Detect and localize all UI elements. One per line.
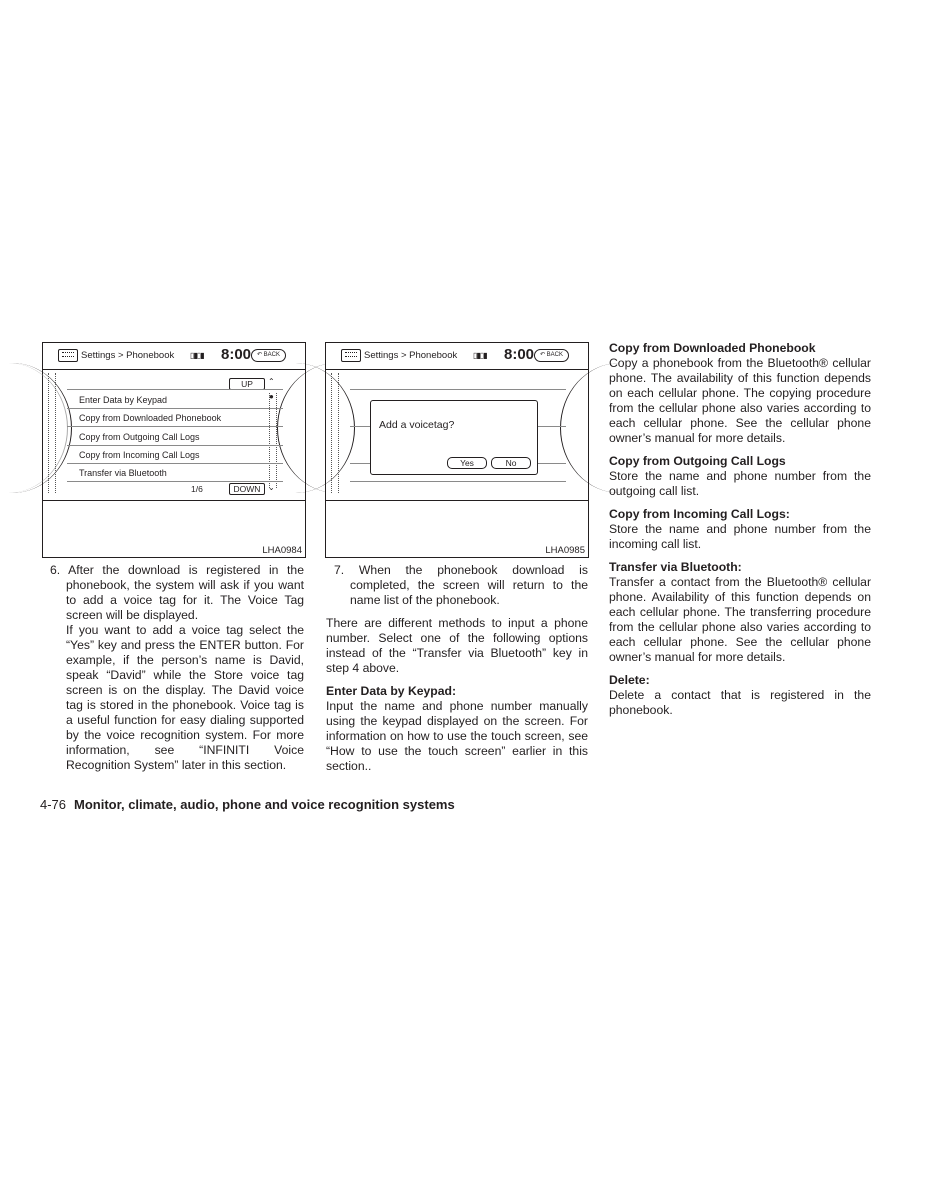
step-6: 6. After the download is registered in the phonebook, the system will ask if you want to add a voice tag for it. The Voice Tag screen will be displayed. bbox=[50, 563, 304, 622]
step-6-detail: If you want to add a voice tag select the “Yes” key and press the ENTER button. For example, if the person’s name is David, speak “David” while the Store voice tag screen is on the display. The David voice tag is stored in the phonebook. Voice tag is a useful function for easy dialing supported by the voice recognition system. For more information, see “INFINITI Voice Recognition System” later in this section. bbox=[66, 623, 304, 772]
up-button[interactable]: UP bbox=[229, 378, 265, 390]
status-bar bbox=[326, 343, 588, 370]
page-footer bbox=[40, 797, 455, 812]
no-button[interactable]: No bbox=[491, 457, 531, 469]
menu-icon bbox=[58, 349, 78, 362]
figure-label: LHA0985 bbox=[545, 545, 585, 556]
status-bar bbox=[43, 343, 305, 370]
yes-button[interactable]: Yes bbox=[447, 457, 487, 469]
menu-item-copy-incoming[interactable]: Copy from Incoming Call Logs bbox=[79, 450, 200, 460]
scroll-position-icon: ● bbox=[269, 392, 274, 401]
clock: 8:00 bbox=[504, 346, 535, 363]
signal-icon: ▯▮▯▮ bbox=[473, 351, 487, 360]
back-button[interactable]: ↶ BACK bbox=[534, 349, 569, 362]
divider bbox=[67, 481, 283, 482]
left-bezel-curve-inner bbox=[0, 363, 68, 493]
screen-title: Settings > Phonebook bbox=[364, 350, 458, 361]
chevron-up-icon: ⌃ bbox=[268, 377, 275, 386]
page-indicator: 1/6 bbox=[191, 484, 203, 494]
keypad-heading: Enter Data by Keypad: bbox=[326, 684, 457, 698]
voicetag-dialog bbox=[370, 400, 538, 475]
signal-icon: ▯▮▯▮ bbox=[190, 351, 204, 360]
left-scroll-dots bbox=[331, 373, 339, 493]
text-delete: Delete a contact that is registered in the phonebook. bbox=[609, 688, 871, 717]
text-column-3 bbox=[609, 341, 871, 726]
methods-paragraph: There are different methods to input a phone number. Select one of the following options instead of the “Transfer via Bluetooth” key in step 4 above. bbox=[326, 616, 588, 675]
dialog-text: Add a voicetag? bbox=[379, 419, 455, 431]
page-number: 4-76 bbox=[40, 797, 67, 812]
left-scroll-dots bbox=[48, 373, 56, 493]
text-copy-downloaded: Copy a phonebook from the Bluetooth® cellular phone. The availability of this function depends on each cellular phone. The copying procedure from the cellular phone also varies according to each cellular phone. See the cellular phone owner’s manual for more details. bbox=[609, 356, 871, 445]
back-label: BACK bbox=[546, 352, 564, 358]
keypad-paragraph: Input the name and phone number manually using the keypad displayed on the screen. For information on how to use the touch screen, see “How to use the touch screen” earlier in this section.. bbox=[326, 699, 588, 773]
heading-delete: Delete: bbox=[609, 673, 650, 687]
heading-transfer-bluetooth: Transfer via Bluetooth: bbox=[609, 560, 742, 574]
clock: 8:00 bbox=[221, 346, 252, 363]
heading-copy-downloaded: Copy from Downloaded Phonebook bbox=[609, 341, 816, 355]
text-copy-incoming: Store the name and phone number from the incoming call list. bbox=[609, 522, 871, 551]
screen-title: Settings > Phonebook bbox=[81, 350, 175, 361]
divider bbox=[350, 389, 566, 390]
text-column-2 bbox=[326, 563, 588, 782]
text-copy-outgoing: Store the name and phone number from the outgoing call list. bbox=[609, 469, 871, 498]
menu-icon bbox=[341, 349, 361, 362]
screen-display bbox=[326, 343, 588, 501]
back-button[interactable]: ↶ BACK bbox=[251, 349, 286, 362]
divider bbox=[350, 481, 566, 482]
figure-label: LHA0984 bbox=[262, 545, 302, 556]
menu-item-transfer-bluetooth[interactable]: Transfer via Bluetooth bbox=[79, 468, 167, 478]
menu-item-enter-keypad[interactable]: Enter Data by Keypad bbox=[79, 395, 168, 405]
menu-item-copy-downloaded[interactable]: Copy from Downloaded Phonebook bbox=[79, 413, 222, 423]
menu-item-copy-outgoing[interactable]: Copy from Outgoing Call Logs bbox=[79, 432, 200, 442]
text-column-1 bbox=[50, 563, 304, 773]
chevron-down-icon: ⌄ bbox=[268, 483, 275, 492]
figure-voicetag-dialog bbox=[325, 342, 589, 558]
heading-copy-outgoing: Copy from Outgoing Call Logs bbox=[609, 454, 786, 468]
step-7: 7. When the phonebook download is completed, the screen will return to the name list of the phonebook. bbox=[334, 563, 588, 607]
heading-copy-incoming: Copy from Incoming Call Logs: bbox=[609, 507, 790, 521]
section-title: Monitor, climate, audio, phone and voice recognition systems bbox=[74, 797, 455, 812]
back-label: BACK bbox=[263, 352, 281, 358]
text-transfer-bluetooth: Transfer a contact from the Bluetooth® cellular phone. Availability of this function depends on each cellular phone. The transferring procedure from the cellular phone also varies according to each cellular phone. See the cellular phone owner’s manual for more details. bbox=[609, 575, 871, 664]
down-button[interactable]: DOWN bbox=[229, 483, 265, 495]
